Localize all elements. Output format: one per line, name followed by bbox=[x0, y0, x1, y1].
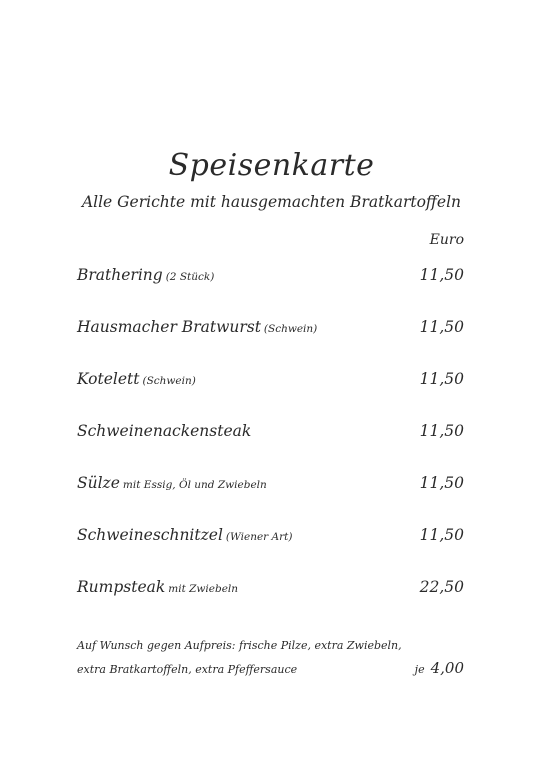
dish-note: (Schwein) bbox=[263, 323, 318, 335]
extras-line-2: extra Bratkartoffeln, extra Pfeffersauce bbox=[77, 663, 298, 676]
dish-price: 11,50 bbox=[419, 422, 464, 440]
extras-line-1: Auf Wunsch gegen Aufpreis: frische Pilze, extra Zwiebeln, bbox=[77, 639, 402, 652]
dish-price: 11,50 bbox=[419, 526, 464, 544]
dish-price: 11,50 bbox=[419, 370, 464, 388]
dish bbox=[77, 526, 292, 544]
menu-item bbox=[77, 578, 464, 600]
dish-note: (2 Stück) bbox=[165, 271, 215, 283]
menu-item bbox=[77, 266, 464, 288]
menu-item bbox=[77, 474, 464, 496]
extras-price-group bbox=[415, 657, 464, 681]
menu-item bbox=[77, 422, 464, 444]
extras-note bbox=[77, 634, 464, 681]
extras-price-prefix: je bbox=[414, 663, 425, 676]
dish bbox=[77, 422, 254, 440]
dish-price: 22,50 bbox=[419, 578, 464, 596]
menu-title: Speisenkarte bbox=[168, 148, 375, 183]
menu-item bbox=[77, 370, 464, 392]
menu-item bbox=[77, 526, 464, 548]
dish-note: (Schwein) bbox=[142, 375, 196, 387]
dish-name: Hausmacher Bratwurst bbox=[77, 318, 261, 336]
menu-item bbox=[77, 318, 464, 340]
dish-name: Schweineschnitzel bbox=[77, 526, 223, 544]
dish-name: Kotelett bbox=[77, 370, 140, 388]
dish-price: 11,50 bbox=[419, 266, 464, 284]
dish-name: Rumpsteak bbox=[77, 578, 166, 596]
currency-label: Euro bbox=[429, 232, 464, 248]
dish-note: (Wiener Art) bbox=[225, 531, 293, 543]
dish-note: mit Essig, Öl und Zwiebeln bbox=[122, 479, 267, 491]
dish-name: Brathering bbox=[77, 266, 163, 284]
dish bbox=[77, 578, 238, 596]
dish bbox=[77, 266, 214, 284]
dish bbox=[77, 318, 317, 336]
dish-name: Schweinenackensteak bbox=[77, 422, 252, 440]
dish-note: mit Zwiebeln bbox=[168, 583, 239, 595]
extras-row bbox=[77, 657, 464, 681]
menu-subtitle: Alle Gerichte mit hausgemachten Bratkartoffeln bbox=[81, 193, 462, 211]
dish-price: 11,50 bbox=[419, 318, 464, 336]
dish-price: 11,50 bbox=[419, 474, 464, 492]
dish bbox=[77, 474, 267, 492]
extras-price: 4,00 bbox=[430, 659, 464, 677]
dish-name: Sülze bbox=[77, 474, 120, 492]
dish bbox=[77, 370, 196, 388]
